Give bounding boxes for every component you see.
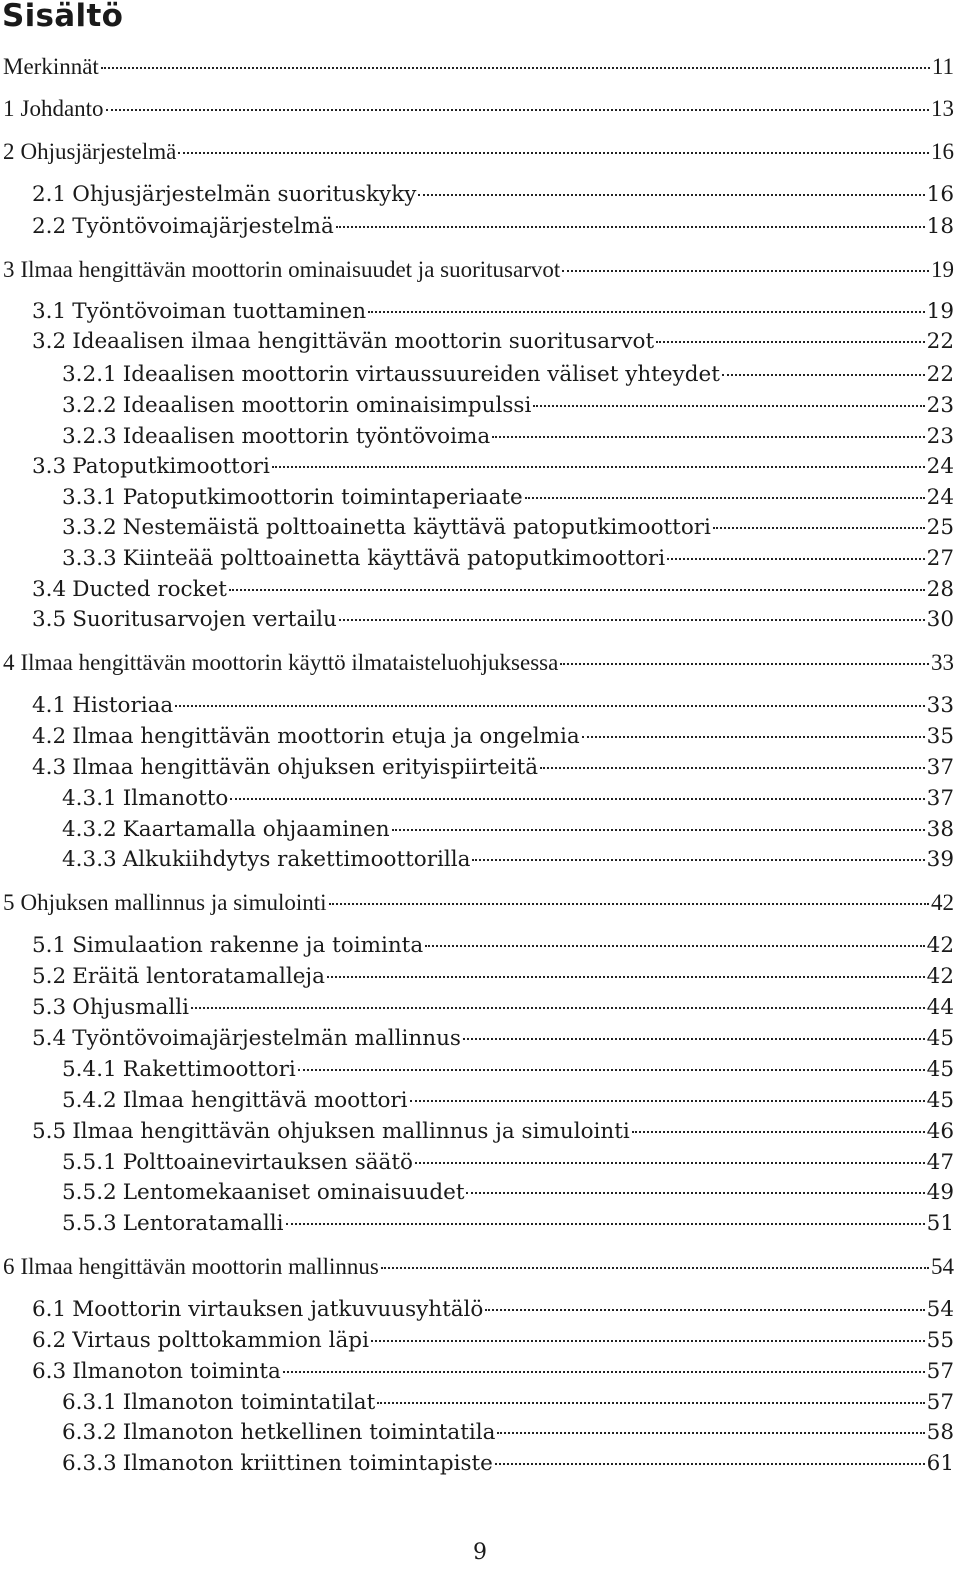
toc-entry-label: Ilmanotto <box>122 786 229 811</box>
dot-leader <box>175 705 924 707</box>
toc-entry-page: 47 <box>926 1150 954 1175</box>
toc-entry-number: 3.3.2 <box>62 515 117 540</box>
toc-entry[interactable] <box>3 1252 954 1282</box>
toc-entry[interactable] <box>62 1388 954 1418</box>
toc-entry-page: 24 <box>926 485 954 510</box>
toc-entry-label: Simulaation rakenne ja toiminta <box>72 933 424 958</box>
toc-entry-page: 61 <box>926 1451 954 1476</box>
toc-entry-page: 35 <box>926 724 954 749</box>
toc-entry-number: 5.5.3 <box>62 1211 117 1236</box>
toc-entry-page: 46 <box>926 1119 954 1144</box>
toc-entry-label: Ideaalisen moottorin ominaisimpulssi <box>122 393 532 418</box>
toc-entry-label: Eräitä lentoratamalleja <box>72 964 325 989</box>
toc-entry-label: Ohjusjärjestelmän suorituskyky <box>72 182 417 207</box>
dot-leader <box>533 405 924 407</box>
dot-leader <box>329 903 929 905</box>
dot-leader <box>327 976 925 978</box>
toc-entry[interactable] <box>3 888 954 918</box>
dot-leader <box>368 311 925 313</box>
toc-entry-number: 5.4.1 <box>62 1057 117 1082</box>
toc-entry[interactable] <box>3 255 954 285</box>
toc-entry-label: Ilmanoton toiminta <box>72 1359 281 1384</box>
toc-entry-number: 3.4 <box>32 577 67 602</box>
dot-leader <box>425 945 924 947</box>
toc-entry-label: Ilmanoton toimintatilat <box>122 1390 376 1415</box>
toc-entry-page: 22 <box>926 329 954 354</box>
toc-entry-number: 6 <box>3 1254 15 1279</box>
dot-leader <box>632 1131 925 1133</box>
toc-entry-page: 55 <box>926 1328 954 1353</box>
toc-entry[interactable] <box>62 1148 954 1178</box>
dot-leader <box>497 1432 924 1434</box>
dot-leader <box>229 589 925 591</box>
toc-entry[interactable] <box>3 648 954 678</box>
toc-entry-page: 16 <box>931 139 954 164</box>
dot-leader <box>722 374 925 376</box>
toc-entry[interactable] <box>32 327 954 357</box>
toc-entry-number: 6.3.3 <box>62 1451 117 1476</box>
toc-entry-number: 3.2.2 <box>62 393 117 418</box>
toc-entry[interactable] <box>32 931 954 961</box>
dot-leader <box>495 1463 925 1465</box>
dot-leader <box>418 194 924 196</box>
dot-leader <box>283 1371 925 1373</box>
toc-entry-number: 4.3 <box>32 755 67 780</box>
toc-entry-label: Ohjuksen mallinnus ja simulointi <box>20 890 327 915</box>
toc-entry-page: 25 <box>926 515 954 540</box>
toc-entry[interactable] <box>62 845 954 875</box>
dot-leader <box>472 859 924 861</box>
toc-entry-label: Työntövoiman tuottaminen <box>72 299 367 324</box>
toc-entry-number: 2.2 <box>32 214 67 239</box>
toc-entry-label: Ilmanoton kriittinen toimintapiste <box>122 1451 493 1476</box>
toc-entry-label: Historiaa <box>72 693 174 718</box>
toc-entry-page: 45 <box>926 1057 954 1082</box>
toc-entry-page: 45 <box>926 1088 954 1113</box>
dot-leader <box>415 1162 925 1164</box>
toc-entry[interactable] <box>32 212 954 242</box>
toc-entry[interactable] <box>32 1117 954 1147</box>
toc-entry-label: Polttoainevirtauksen säätö <box>122 1150 413 1175</box>
toc-entry-number: 6.2 <box>32 1328 67 1353</box>
dot-leader <box>272 466 925 468</box>
dot-leader <box>298 1069 925 1071</box>
dot-leader <box>492 436 924 438</box>
toc-entry-page: 30 <box>926 607 954 632</box>
toc-entry[interactable] <box>62 1086 954 1116</box>
toc-entry-number: 4.3.2 <box>62 817 117 842</box>
toc-entry-label: Ohjusmalli <box>72 995 190 1020</box>
toc-entry[interactable] <box>62 391 954 421</box>
toc-entry[interactable] <box>3 94 954 124</box>
toc-entry-label: Kaartamalla ohjaaminen <box>122 817 390 842</box>
toc-entry-number: 6.1 <box>32 1297 67 1322</box>
toc-entry-page: 37 <box>926 755 954 780</box>
toc-entry-page: 44 <box>926 995 954 1020</box>
toc-entry-number: 3.3 <box>32 454 67 479</box>
toc-entry-page: 19 <box>926 299 954 324</box>
toc-entry[interactable] <box>32 691 954 721</box>
dot-leader <box>525 497 925 499</box>
toc-entry-label: Ilmaa hengittävän ohjuksen mallinnus ja simulointi <box>72 1119 630 1144</box>
dot-leader <box>463 1038 925 1040</box>
toc-entry[interactable] <box>32 1357 954 1387</box>
toc-entry-number: 3.5 <box>32 607 67 632</box>
toc-entry-label: Ilmaa hengittävän moottorin ominaisuudet ja suoritusarvot <box>20 257 561 282</box>
dot-leader <box>667 558 925 560</box>
dot-leader <box>371 1340 925 1342</box>
toc-entry-page: 27 <box>926 546 954 571</box>
toc-entry[interactable] <box>32 575 954 605</box>
toc-entry-label: Johdanto <box>20 96 104 121</box>
toc-entry-label: Ducted rocket <box>72 577 227 602</box>
toc-entry-number: 4.1 <box>32 693 67 718</box>
toc-entry-page: 13 <box>931 96 954 121</box>
toc-entry[interactable] <box>62 483 954 513</box>
toc-entry[interactable] <box>62 513 954 543</box>
toc-entry-page: 45 <box>926 1026 954 1051</box>
toc-entry-number: 2.1 <box>32 182 67 207</box>
dot-leader <box>377 1402 924 1404</box>
toc-entry[interactable] <box>32 962 954 992</box>
dot-leader <box>466 1192 924 1194</box>
toc-entry[interactable] <box>62 1418 954 1448</box>
toc-entry-page: 42 <box>931 890 954 915</box>
toc-entry-number: 1 <box>3 96 15 121</box>
toc-entry-label: Nestemäistä polttoainetta käyttävä patoputkimoottori <box>122 515 711 540</box>
toc-entry-number: 5 <box>3 890 15 915</box>
toc-entry-number: 4.2 <box>32 724 67 749</box>
toc-entry[interactable] <box>62 1178 954 1208</box>
toc-entry-label: Lentomekaaniset ominaisuudet <box>122 1180 465 1205</box>
toc-entry-number: 5.4 <box>32 1026 67 1051</box>
toc-entry-number: 6.3.1 <box>62 1390 117 1415</box>
toc-entry-label: Lentoratamalli <box>122 1211 284 1236</box>
toc-entry-label: Ilmaa hengittävän ohjuksen erityispiirteitä <box>72 755 539 780</box>
toc-entry-number: 3.2.1 <box>62 362 117 387</box>
toc-entry[interactable] <box>32 180 954 210</box>
toc-entry-label: Ilmanoton hetkellinen toimintatila <box>122 1420 496 1445</box>
dot-leader <box>560 663 929 665</box>
toc-entry-label: Merkinnät <box>3 54 99 79</box>
toc-entry-number: 5.3 <box>32 995 67 1020</box>
toc-entry-page: 37 <box>926 786 954 811</box>
dot-leader <box>178 152 929 154</box>
toc-entry-label: Ohjusjärjestelmä <box>20 139 177 164</box>
toc-entry-number: 6.3 <box>32 1359 67 1384</box>
toc-entry-page: 42 <box>926 933 954 958</box>
toc-entry[interactable] <box>32 605 954 635</box>
toc-entry[interactable] <box>32 297 954 327</box>
toc-entry-number: 3.1 <box>32 299 67 324</box>
toc-entry[interactable] <box>32 753 954 783</box>
page-number: 9 <box>473 1540 487 1565</box>
toc-entry-page: 33 <box>931 650 954 675</box>
toc-entry-page: 51 <box>926 1211 954 1236</box>
toc-entry-page: 57 <box>926 1390 954 1415</box>
dot-leader <box>286 1223 925 1225</box>
toc-entry-number: 4.3.1 <box>62 786 117 811</box>
toc-entry[interactable] <box>62 1449 954 1479</box>
toc-entry[interactable] <box>32 1326 954 1356</box>
toc-entry-label: Kiinteää polttoainetta käyttävä patoputkimoottori <box>122 546 666 571</box>
toc-entry[interactable] <box>62 1055 954 1085</box>
toc-entry-label: Ilmaa hengittävän moottorin etuja ja ongelmia <box>72 724 580 749</box>
toc-entry-page: 33 <box>926 693 954 718</box>
dot-leader <box>336 226 925 228</box>
toc-entry-page: 38 <box>926 817 954 842</box>
toc-entry-label: Ilmaa hengittävän moottorin mallinnus <box>20 1254 379 1279</box>
toc-entry-page: 23 <box>926 424 954 449</box>
toc-entry-label: Ilmaa hengittävän moottorin käyttö ilmataisteluohjuksessa <box>20 650 559 675</box>
toc-entry[interactable] <box>32 1024 954 1054</box>
toc-entry-label: Ideaalisen ilmaa hengittävän moottorin suoritusarvot <box>72 329 655 354</box>
toc-entry-label: Työntövoimajärjestelmä <box>72 214 334 239</box>
dot-leader <box>485 1309 924 1311</box>
toc-entry-page: 58 <box>926 1420 954 1445</box>
toc-entry-page: 57 <box>926 1359 954 1384</box>
dot-leader <box>656 341 925 343</box>
toc-entry-page: 11 <box>931 54 954 79</box>
toc-entry-number: 5.1 <box>32 933 67 958</box>
toc-entry-label: Patoputkimoottorin toimintaperiaate <box>122 485 523 510</box>
toc-entry-page: 54 <box>926 1297 954 1322</box>
toc-entry-page: 39 <box>926 847 954 872</box>
dot-leader <box>713 527 925 529</box>
toc-entry-label: Patoputkimoottori <box>72 454 270 479</box>
toc-entry-label: Moottorin virtauksen jatkuvuusyhtälö <box>72 1297 484 1322</box>
toc-entry[interactable] <box>62 360 954 390</box>
toc-entry-page: 54 <box>931 1254 954 1279</box>
toc-entry[interactable] <box>62 1209 954 1239</box>
toc-entry-page: 18 <box>926 214 954 239</box>
toc-entry-label: Virtaus polttokammion läpi <box>72 1328 369 1353</box>
dot-leader <box>230 798 924 800</box>
toc-entry-label: Ilmaa hengittävä moottori <box>122 1088 408 1113</box>
toc-entry-label: Ideaalisen moottorin työntövoima <box>122 424 491 449</box>
page-title: Sisältö <box>2 0 124 34</box>
toc-entry[interactable] <box>62 784 954 814</box>
toc-entry[interactable] <box>62 422 954 452</box>
toc-entry-page: 24 <box>926 454 954 479</box>
toc-entry[interactable] <box>3 52 954 82</box>
dot-leader <box>101 67 930 69</box>
dot-leader <box>562 270 929 272</box>
dot-leader <box>339 619 925 621</box>
toc-entry-number: 5.4.2 <box>62 1088 117 1113</box>
toc-entry-label: Ideaalisen moottorin virtaussuureiden väliset yhteydet <box>122 362 720 387</box>
toc-entry-number: 5.5.1 <box>62 1150 117 1175</box>
toc-entry[interactable] <box>62 544 954 574</box>
toc-entry-number: 4 <box>3 650 15 675</box>
toc-entry[interactable] <box>62 815 954 845</box>
toc-entry-number: 3.2.3 <box>62 424 117 449</box>
toc-entry-number: 3 <box>3 257 15 282</box>
dot-leader <box>191 1007 925 1009</box>
toc-entry-label: Alkukiihdytys rakettimoottorilla <box>122 847 471 872</box>
toc-entry-page: 49 <box>926 1180 954 1205</box>
dot-leader <box>540 767 925 769</box>
toc-entry-page: 28 <box>926 577 954 602</box>
toc-entry-label: Suoritusarvojen vertailu <box>72 607 337 632</box>
toc-entry-label: Rakettimoottori <box>122 1057 296 1082</box>
toc-entry-page: 19 <box>931 257 954 282</box>
dot-leader <box>410 1100 925 1102</box>
toc-entry-label: Työntövoimajärjestelmän mallinnus <box>72 1026 461 1051</box>
toc-entry-number: 4.3.3 <box>62 847 117 872</box>
toc-entry-page: 16 <box>926 182 954 207</box>
toc-entry[interactable] <box>32 722 954 752</box>
dot-leader <box>381 1267 929 1269</box>
toc-entry-number: 3.3.1 <box>62 485 117 510</box>
toc-entry[interactable] <box>32 1295 954 1325</box>
dot-leader <box>392 829 925 831</box>
toc-entry-page: 23 <box>926 393 954 418</box>
toc-entry-page: 42 <box>926 964 954 989</box>
toc-entry[interactable] <box>32 993 954 1023</box>
toc-entry-number: 2 <box>3 139 15 164</box>
dot-leader <box>582 736 925 738</box>
toc-entry-number: 3.2 <box>32 329 67 354</box>
toc-entry[interactable] <box>3 137 954 167</box>
toc-entry-number: 5.5.2 <box>62 1180 117 1205</box>
toc-entry-number: 5.5 <box>32 1119 67 1144</box>
toc-entry[interactable] <box>32 452 954 482</box>
toc-entry-page: 22 <box>926 362 954 387</box>
dot-leader <box>106 109 929 111</box>
toc-entry-number: 3.3.3 <box>62 546 117 571</box>
toc-entry-number: 6.3.2 <box>62 1420 117 1445</box>
toc-entry-number: 5.2 <box>32 964 67 989</box>
